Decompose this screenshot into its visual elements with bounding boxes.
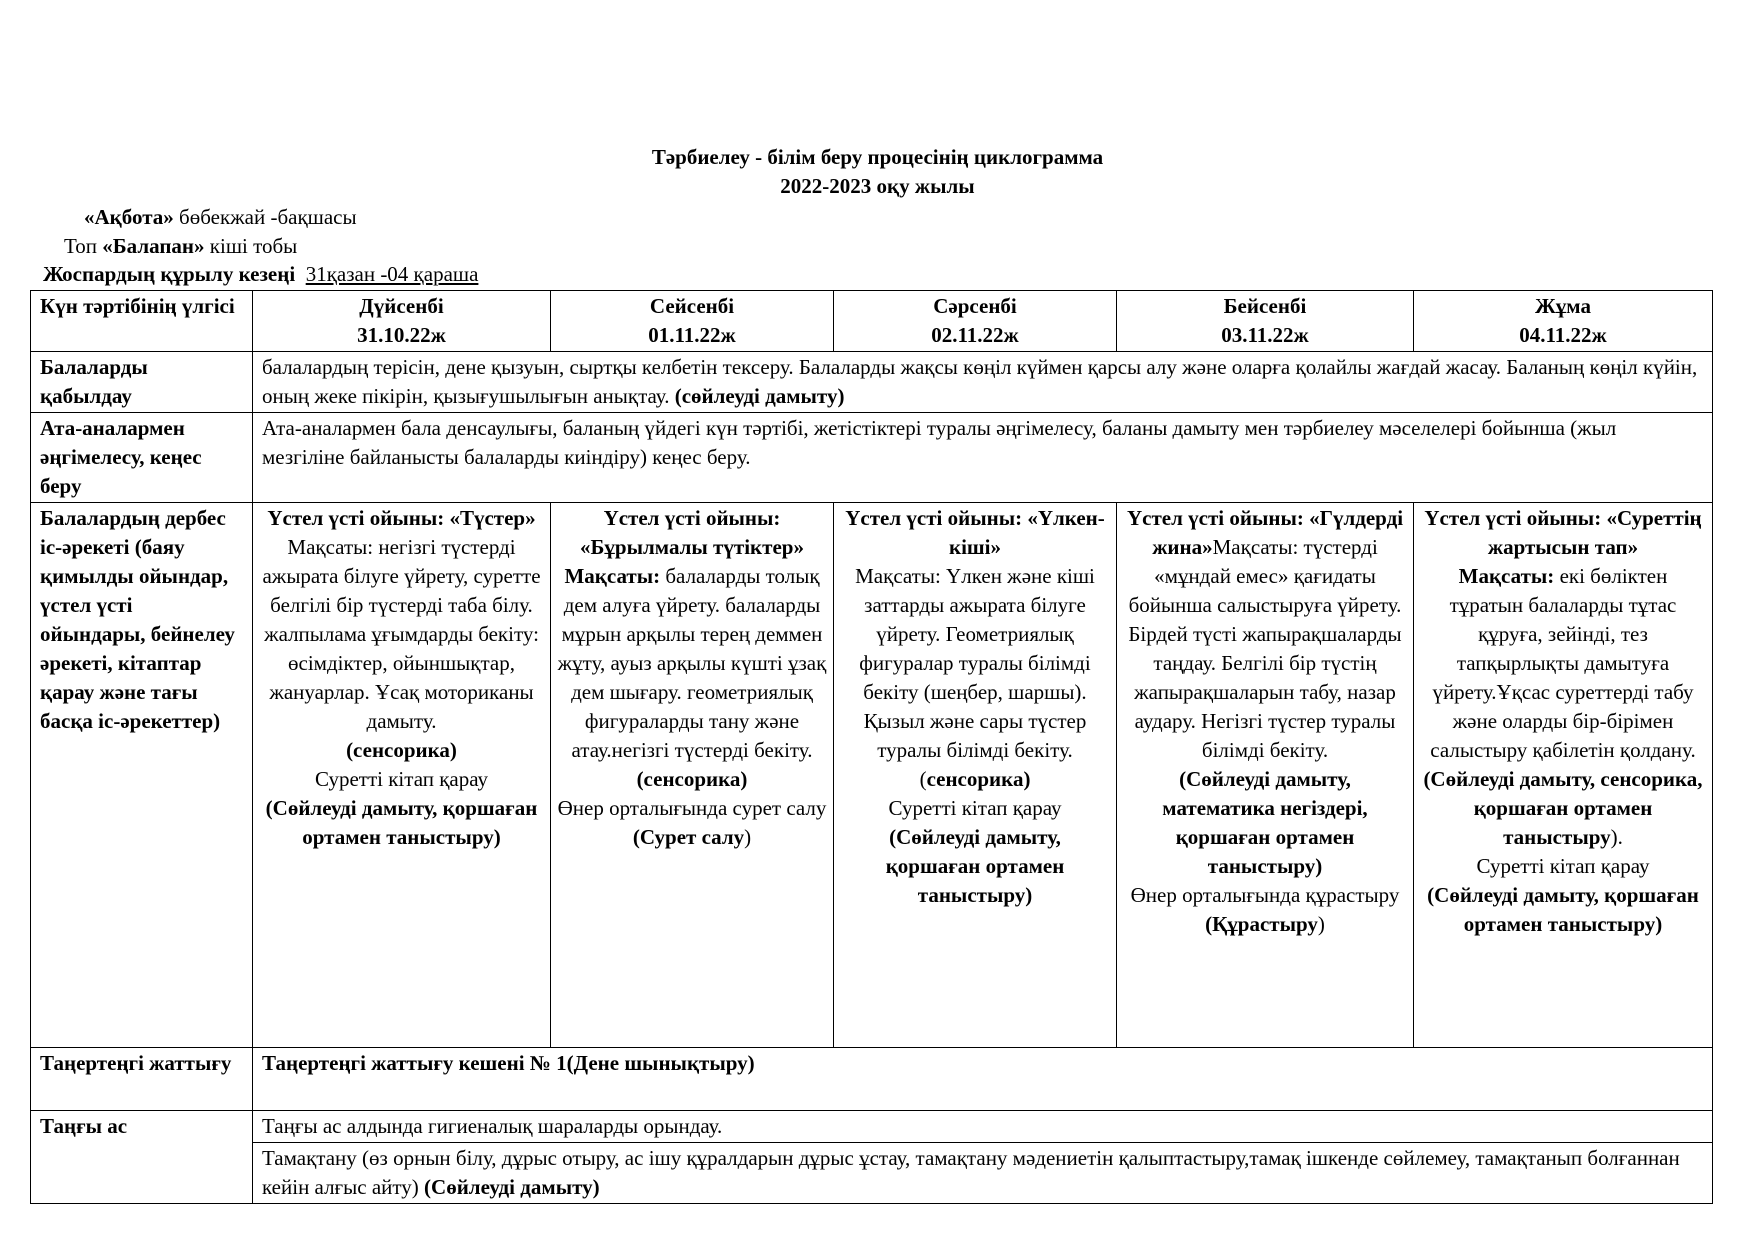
day-date: 02.11.22ж: [931, 323, 1019, 347]
reception-row: [31, 352, 1713, 413]
reception-text: [253, 352, 1713, 413]
academic-year: 2022-2023 оқу жылы: [780, 174, 975, 198]
breakfast-eating: [253, 1143, 1713, 1204]
extra-area: (Сурет салу: [632, 825, 745, 849]
day-header-thursday: [1117, 291, 1414, 352]
group-line: [64, 234, 297, 259]
day-header-tuesday: [551, 291, 834, 352]
extra-activity: Өнер орталығында құрастыру: [1130, 883, 1400, 907]
extra-activity: Өнер орталығында сурет салу: [557, 796, 827, 820]
activity-friday: [1414, 503, 1713, 1048]
morning-exercise-label: Таңертеңгі жаттығу: [31, 1048, 253, 1111]
period-line: [43, 262, 478, 287]
day-name: Бейсенбі: [1223, 294, 1307, 318]
activity-label: Балалардың дербес іс-әрекеті (баяу қимылды ойындар, үстел үсті ойындары, бейнелеу әрекеті, кітаптар қарау және тағы басқа іс-әрекеттер): [31, 503, 253, 1048]
game-area: (Сөйлеуді дамыту, сенсорика, қоршаған ортамен таныстыру: [1423, 767, 1703, 849]
breakfast-eating-bold: (Сөйлеуді дамыту): [424, 1175, 600, 1199]
game-area: сенсорика): [926, 767, 1031, 791]
game-goal: балаларды толық дем алуға үйрету. балаларды мұрын арқылы терең деммен жұту, ауыз арқылы күшті ұзақ дем шығару. геометриялық фигураларды тану және атау.негізгі түстерді бекіту.: [557, 564, 827, 762]
goal-label: Мақсаты:: [564, 564, 661, 588]
day-name: Сәрсенбі: [933, 294, 1017, 318]
game-area: (сенсорика): [636, 767, 748, 791]
activity-wednesday: [834, 503, 1117, 1048]
group-name: «Балапан»: [102, 234, 205, 258]
document-title: Тәрбиелеу - білім беру процесінің циклограмма: [651, 145, 1104, 169]
game-title: Үстел үсті ойыны: «Бұрылмалы түтіктер»: [580, 506, 804, 559]
game-goal: Мақсаты: негізгі түстерді ажырата білуге үйрету, суретте белгілі бір түстерді таба білу. жалпылама ұғымдарды бекіту: өсімдіктер, ойыншықтар, жануарлар. Ұсақ моториканы дамыту.: [262, 535, 541, 733]
period-label: Жоспардың құрылу кезеңі: [43, 262, 296, 286]
day-header-wednesday: [834, 291, 1117, 352]
extra-activity: Суретті кітап қарау: [888, 796, 1062, 820]
morning-exercise-text: Таңертеңгі жаттығу кешені № 1(Дене шынықтыру): [253, 1048, 1713, 1111]
day-date: 31.10.22ж: [357, 323, 446, 347]
day-date: 01.11.22ж: [648, 323, 736, 347]
extra-area: (Құрастыру: [1205, 912, 1318, 936]
group-suffix: кіші тобы: [204, 234, 298, 258]
reception-label: Балаларды қабылдау: [31, 352, 253, 413]
game-title: Үстел үсті ойыны: «Гүлдерді жина»: [1126, 506, 1404, 559]
day-header-monday: [253, 291, 551, 352]
breakfast-eating-text: Тамақтану (өз орнын білу, дұрыс отыру, ас ішу құралдарын дұрыс ұстау, тамақтану мәдениетін қалыптастыру,тамақ ішкенде сөйлемеу, тамақтанып болғаннан кейін алғыс айту): [262, 1146, 1680, 1199]
day-date: 03.11.22ж: [1221, 323, 1309, 347]
kindergarten-name: «Ақбота»: [84, 205, 174, 229]
extra-activity: Суретті кітап қарау: [1476, 854, 1650, 878]
game-area: (Сөйлеуді дамыту, математика негіздері, қоршаған ортамен таныстыру): [1162, 767, 1368, 878]
day-name: Сейсенбі: [649, 294, 735, 318]
breakfast-row: [31, 1111, 1713, 1143]
group-prefix: Топ: [64, 234, 103, 258]
activity-tuesday: [551, 503, 834, 1048]
parents-row: [31, 413, 1713, 503]
day-date: 04.11.22ж: [1519, 323, 1607, 347]
extra-area: (Сөйлеуді дамыту, қоршаған ортамен таныстыру): [265, 796, 538, 849]
activity-monday: [253, 503, 551, 1048]
game-title: Үстел үсті ойыны: «Үлкен-кіші»: [845, 506, 1105, 559]
game-goal: Мақсаты: Үлкен және кіші заттарды ажырата білуге үйрету. Геометриялық фигуралар туралы білімді бекіту (шеңбер, шаршы). Қызыл және сары түстер туралы білімді бекіту. (: [855, 564, 1095, 791]
game-title: Үстел үсті ойыны: «Суреттің жартысын тап»: [1424, 506, 1702, 559]
period-value: 31қазан -04 қараша: [305, 262, 479, 286]
reception-bold: (сөйлеуді дамыту): [674, 384, 845, 408]
activity-row: [31, 503, 1713, 1048]
corner-label: Күн тәртібінің үлгісі: [31, 291, 253, 352]
game-goal: екі бөліктен тұратын балаларды тұтас құруға, зейінді, тез тапқырлықты дамытуға үйрету.Ұқсас суреттерді табу және оларды бір-бірімен салыстыру қабілетін қолдану.: [1430, 564, 1696, 762]
extra-area-close: ): [744, 825, 752, 849]
game-title: Үстел үсті ойыны: «Түстер»: [267, 506, 536, 530]
extra-area-close: ): [1317, 912, 1325, 936]
parents-text: Ата-аналармен бала денсаулығы, баланың үйдегі күн тәртібі, жетістіктері туралы әңгімелесу, баланы дамыту мен тәрбиелеу мәселелері бойынша (жыл мезгіліне байланысты балаларды киіндіру) кеңес беру.: [253, 413, 1713, 503]
kindergarten-line: [84, 205, 357, 230]
extra-area: (Сөйлеуді дамыту, қоршаған ортамен таныстыру): [1427, 883, 1699, 936]
day-header-friday: [1414, 291, 1713, 352]
morning-exercise-row: [31, 1048, 1713, 1111]
schedule-table: [30, 290, 1713, 1204]
goal-label: Мақсаты:: [1458, 564, 1555, 588]
extra-area: (Сөйлеуді дамыту, қоршаған ортамен таныстыру): [885, 825, 1065, 907]
reception-body: балалардың терісін, дене қызуын, сыртқы келбетін тексеру. Балаларды жақсы көңіл күймен қарсы алу және оларға қолайлы жағдай жасау. Баланың көңіл күйін, оның жеке пікірін, қызығушылығын анықтау.: [262, 355, 1698, 408]
breakfast-label: Таңғы ас: [31, 1111, 253, 1204]
breakfast-row-2: [31, 1143, 1713, 1204]
table-header-row: [31, 291, 1713, 352]
day-name: Жұма: [1535, 294, 1591, 318]
kindergarten-suffix: бөбекжай -бақшасы: [173, 205, 357, 229]
parents-label: Ата-аналармен әңгімелесу, кеңес беру: [31, 413, 253, 503]
game-goal: Мақсаты: түстерді «мұндай емес» қағидаты бойынша салыстыруға үйрету. Бірдей түсті жапырақшаларды таңдау. Белгілі бір түстің жапырақшаларын табу, назар аудару. Негізгі түстер туралы білімді бекіту.: [1128, 535, 1402, 762]
day-name: Дүйсенбі: [359, 294, 444, 318]
extra-activity: Суретті кітап қарау: [314, 767, 489, 791]
game-area: (сенсорика): [346, 738, 457, 762]
activity-thursday: [1117, 503, 1414, 1048]
game-area-close: ).: [1610, 825, 1623, 849]
breakfast-hygiene: Таңғы ас алдында гигиеналық шараларды орындау.: [253, 1111, 1713, 1143]
